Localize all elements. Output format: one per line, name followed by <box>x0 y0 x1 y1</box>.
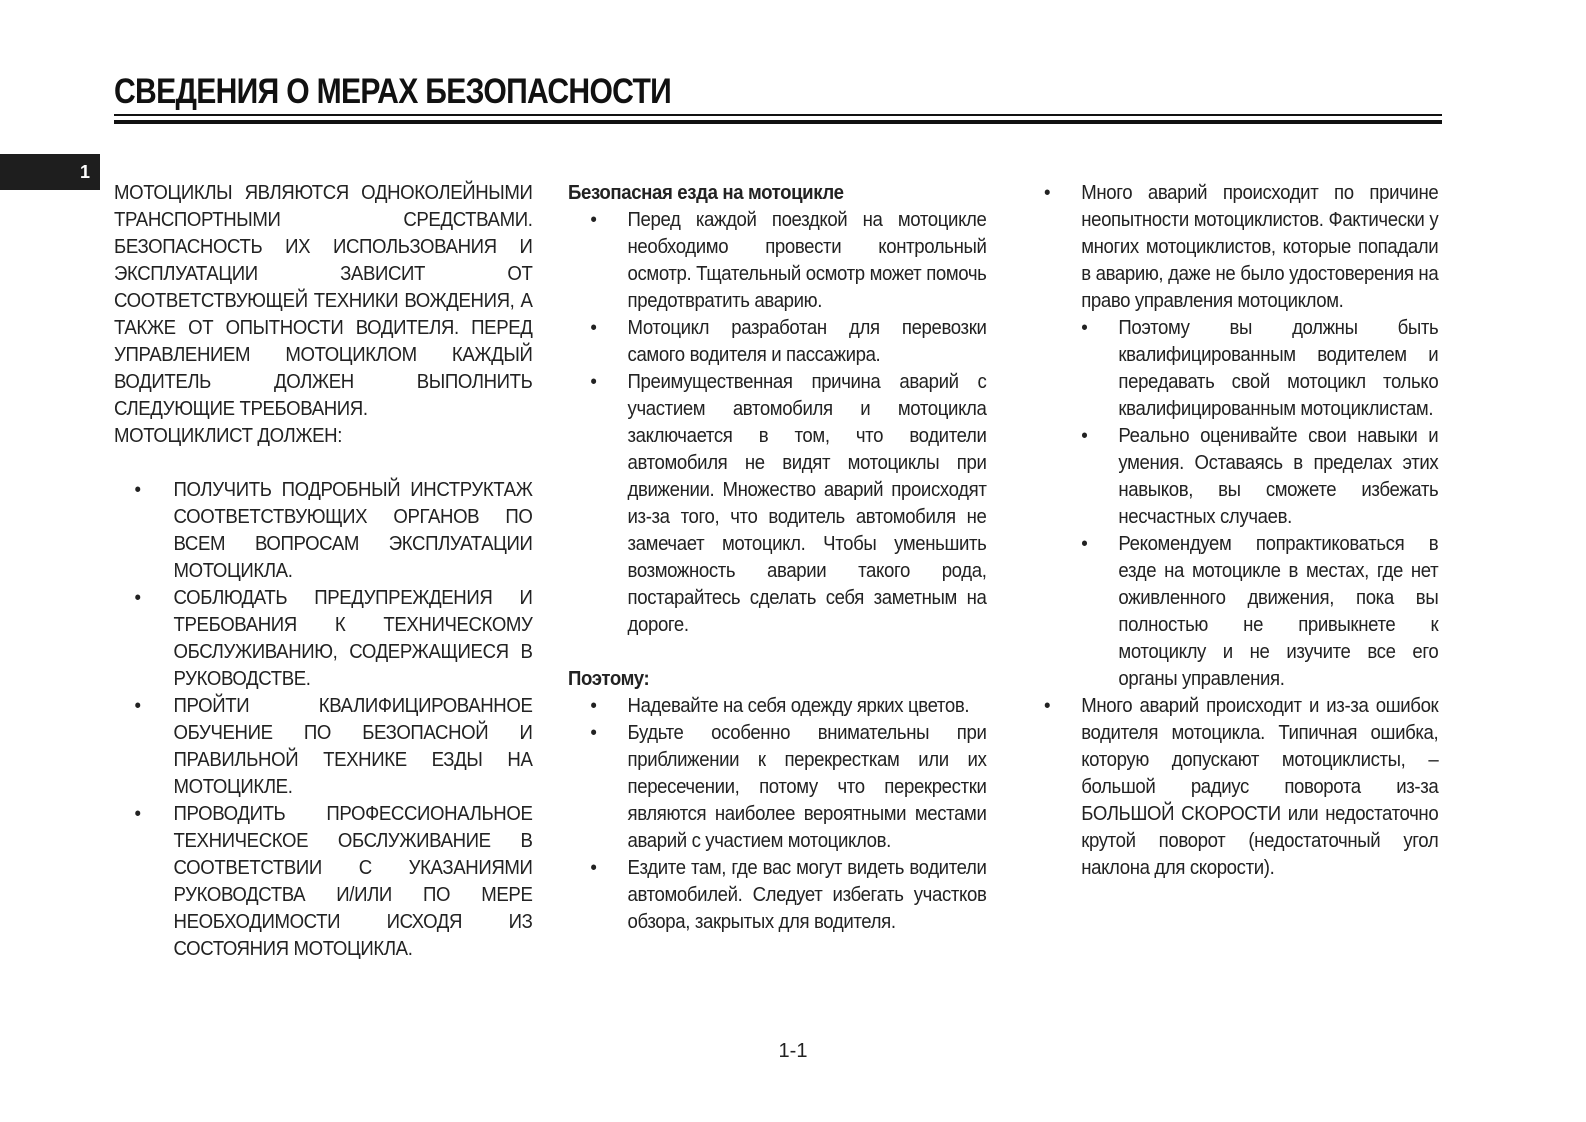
nested-list-item-text: Реально оценивайте свои навыки и умения. Оставаясь в пределах этих навыков, вы сможете избежать несчастных случаев. <box>1118 425 1439 528</box>
bullet-icon: • <box>590 857 597 879</box>
spacer <box>568 639 987 666</box>
therefore-list <box>568 693 987 936</box>
section-heading-safe-riding: Безопасная езда на мотоцикле <box>568 182 844 204</box>
chapter-tab: 1 <box>0 154 100 190</box>
bullet-icon: • <box>590 317 597 339</box>
list-item <box>114 477 533 585</box>
spacer <box>114 450 533 477</box>
title-rule-thick <box>114 120 1442 124</box>
bullet-icon: • <box>134 803 141 825</box>
safe-riding-list <box>568 207 987 639</box>
nested-list-item-text: Поэтому вы должны быть квалифицированным водителем и передавать свой мотоцикл только квалифицированным мотоциклистам. <box>1118 317 1439 420</box>
bullet-icon: • <box>1081 317 1088 339</box>
column-2 <box>568 180 987 936</box>
bullet-icon: • <box>1081 425 1088 447</box>
requirements-list <box>114 477 533 963</box>
bullet-icon: • <box>134 587 141 609</box>
list-item <box>1044 693 1438 882</box>
nested-list-item <box>1081 531 1438 693</box>
bullet-icon: • <box>1044 695 1051 717</box>
page-number: 1-1 <box>778 1040 808 1062</box>
bullet-icon: • <box>1081 533 1088 555</box>
list-item-text: Много аварий происходит по причине неопытности мотоциклистов. Фактически у многих мотоциклистов, которые попадали в аварию, даже не было удостоверения на право управления мотоциклом. <box>1081 182 1439 312</box>
bullet-icon: • <box>590 371 597 393</box>
lead-line: МОТОЦИКЛИСТ ДОЛЖЕН: <box>114 425 343 447</box>
bullet-icon: • <box>1044 182 1051 204</box>
list-item-text: Много аварий происходит и из-за ошибок водителя мотоцикла. Типичная ошибка, которую допускают мотоциклисты, – большой радиус поворота из-за БОЛЬШОЙ СКОРОСТИ или недостаточно крутой поворот (недостаточный угол наклона для скорости). <box>1081 695 1439 879</box>
column-3 <box>1044 180 1438 882</box>
list-item <box>1044 180 1438 693</box>
title-rule-thin <box>114 114 1442 116</box>
list-item-text: Ездите там, где вас могут видеть водители автомобилей. Следует избегать участков обзора, закрытых для водителя. <box>627 857 987 933</box>
bullet-icon: • <box>134 479 141 501</box>
list-item-text: Мотоцикл разработан для перевозки самого водителя и пассажира. <box>627 317 987 366</box>
list-item <box>114 585 533 693</box>
list-item-text: ПОЛУЧИТЬ ПОДРОБНЫЙ ИНСТРУКТАЖ СООТВЕТСТВУЮЩИХ ОРГАНОВ ПО ВСЕМ ВОПРОСАМ ЭКСПЛУАТАЦИИ МОТОЦИКЛА. <box>173 479 533 582</box>
list-item <box>114 693 533 801</box>
accident-causes-list <box>1044 180 1438 882</box>
page-title: СВЕДЕНИЯ О МЕРАХ БЕЗОПАСНОСТИ <box>114 72 672 111</box>
list-item-text: Перед каждой поездкой на мотоцикле необходимо провести контрольный осмотр. Тщательный осмотр может помочь предотвратить аварию. <box>627 209 987 312</box>
list-item-text: Надевайте на себя одежду ярких цветов. <box>627 695 970 717</box>
list-item-text: Будьте особенно внимательны при приближении к перекресткам или их пересечении, потому что перекрестки являются наиболее вероятными местами аварий с участием мотоциклов. <box>627 722 987 852</box>
nested-list-item <box>1081 423 1438 531</box>
bullet-icon: • <box>134 695 141 717</box>
list-item <box>568 693 987 720</box>
list-item <box>114 801 533 963</box>
list-item <box>568 855 987 936</box>
nested-list-item <box>1081 315 1438 423</box>
list-item-text: СОБЛЮДАТЬ ПРЕДУПРЕЖДЕНИЯ И ТРЕБОВАНИЯ К ТЕХНИЧЕСКОМУ ОБСЛУЖИВАНИЮ, СОДЕРЖАЩИЕСЯ В РУКОВОДСТВЕ. <box>173 587 533 690</box>
column-1 <box>114 180 533 963</box>
list-item <box>568 720 987 855</box>
list-item-text: ПРОВОДИТЬ ПРОФЕССИОНАЛЬНОЕ ТЕХНИЧЕСКОЕ ОБСЛУЖИВАНИЕ В СООТВЕТСТВИИ С УКАЗАНИЯМИ РУКОВОДСТВА И/ИЛИ ПО МЕРЕ НЕОБХОДИМОСТИ ИСХОДЯ ИЗ СОСТОЯНИЯ МОТОЦИКЛА. <box>173 803 533 960</box>
nested-list <box>1081 315 1438 693</box>
bullet-icon: • <box>590 209 597 231</box>
nested-list-item-text: Рекомендуем попрактиковаться в езде на мотоцикле в местах, где нет оживленного движения, пока вы полностью не привыкнете к мотоциклу и не изучите все его органы управления. <box>1118 533 1439 690</box>
list-item <box>568 315 987 369</box>
list-item <box>568 369 987 639</box>
bullet-icon: • <box>590 695 597 717</box>
list-item <box>568 207 987 315</box>
intro-paragraph: МОТОЦИКЛЫ ЯВЛЯЮТСЯ ОДНОКОЛЕЙНЫМИ ТРАНСПОРТНЫМИ СРЕДСТВАМИ. БЕЗОПАСНОСТЬ ИХ ИСПОЛЬЗОВАНИЯ И ЭКСПЛУАТАЦИИ ЗАВИСИТ ОТ СООТВЕТСТВУЮЩЕЙ ТЕХНИКИ ВОЖДЕНИЯ, А ТАКЖЕ ОТ ОПЫТНОСТИ ВОДИТЕЛЯ. ПЕРЕД УПРАВЛЕНИЕМ МОТОЦИКЛОМ КАЖДЫЙ ВОДИТЕЛЬ ДОЛЖЕН ВЫПОЛНИТЬ СЛЕДУЮЩИЕ ТРЕБОВАНИЯ. <box>114 182 533 420</box>
list-item-text: Преимущественная причина аварий с участием автомобиля и мотоцикла заключается в том, что водители автомобиля не видят мотоциклы при движении. Множество аварий происходят из-за того, что водитель автомобиля не замечает мотоцикл. Чтобы уменьшить возможность аварии такого рода, постарайтесь сделать себя заметным на дороге. <box>627 371 987 636</box>
list-item-text: ПРОЙТИ КВАЛИФИЦИРОВАННОЕ ОБУЧЕНИЕ ПО БЕЗОПАСНОЙ И ПРАВИЛЬНОЙ ТЕХНИКЕ ЕЗДЫ НА МОТОЦИКЛЕ. <box>173 695 533 798</box>
section-heading-therefore: Поэтому: <box>568 668 650 690</box>
bullet-icon: • <box>590 722 597 744</box>
